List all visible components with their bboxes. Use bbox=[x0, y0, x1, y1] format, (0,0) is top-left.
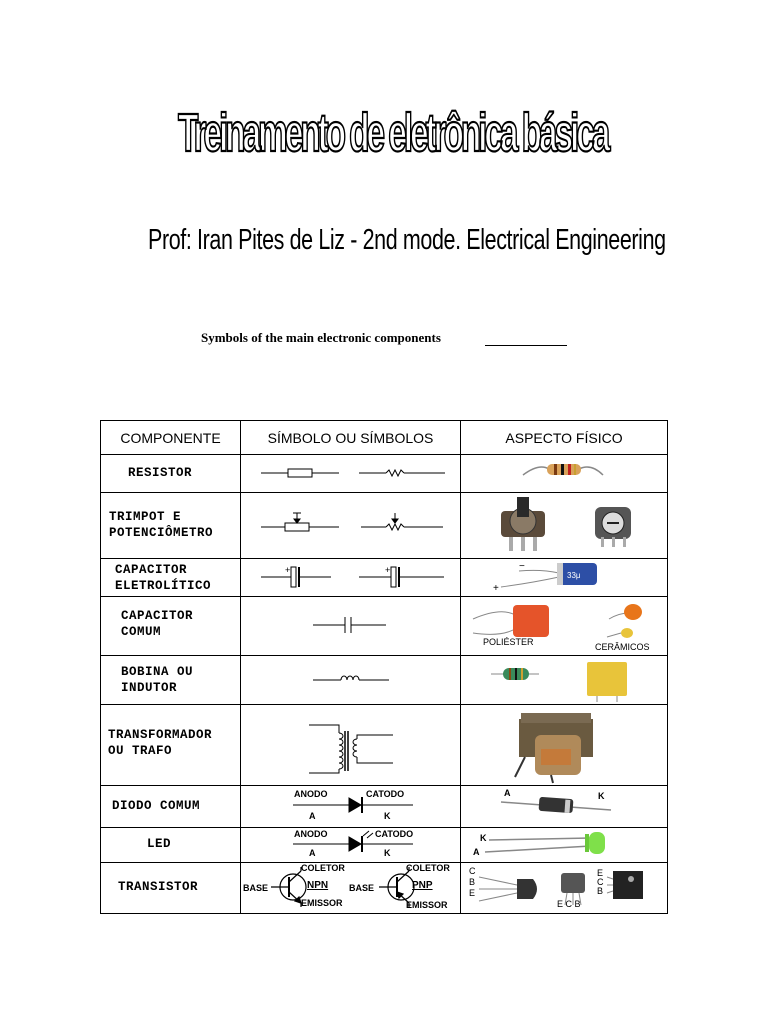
diode-symbol-icon bbox=[241, 786, 460, 827]
component-label: CAPACITOR ELETROLÍTICO bbox=[115, 563, 212, 593]
svg-text:−: − bbox=[519, 561, 525, 572]
npn-base-label: BASE bbox=[243, 883, 269, 893]
svg-text:+: + bbox=[385, 565, 391, 575]
diode-photo bbox=[461, 786, 667, 827]
header-simbolo: SÍMBOLO OU SÍMBOLOS bbox=[241, 421, 461, 455]
electrolytic-capacitor-symbol-icon bbox=[241, 559, 460, 596]
component-label: TRANSFORMADOR OU TRAFO bbox=[108, 728, 213, 758]
table-row bbox=[101, 705, 668, 786]
component-label: TRANSISTOR bbox=[118, 880, 199, 894]
pnp-type-label: PNP bbox=[412, 880, 433, 891]
diode-photo-k-label: K bbox=[598, 791, 605, 801]
table-row bbox=[101, 828, 668, 863]
header-aspecto: ASPECTO FÍSICO bbox=[461, 421, 668, 455]
section-heading-rule bbox=[485, 345, 567, 346]
table-row bbox=[101, 597, 668, 656]
component-label: RESISTOR bbox=[128, 466, 193, 480]
diode-a-label: A bbox=[309, 811, 316, 821]
transformer-symbol-icon bbox=[241, 705, 460, 785]
pin-e-label: E bbox=[597, 868, 604, 878]
transistor-pins-b: E C B bbox=[557, 899, 581, 909]
led-k-label: K bbox=[384, 848, 391, 858]
transformer-photo bbox=[461, 705, 667, 785]
pin-e-label: E bbox=[469, 888, 476, 898]
pnp-emissor-label: EMISSOR bbox=[406, 900, 448, 910]
header-componente: COMPONENTE bbox=[101, 421, 241, 455]
table-row bbox=[101, 656, 668, 705]
document-subtitle: Prof: Iran Pites de Liz - 2nd mode. Electrical Engineering bbox=[148, 224, 666, 256]
diode-photo-a-label: A bbox=[504, 788, 511, 798]
potentiometer-symbol-icon bbox=[241, 493, 460, 558]
transistor-pins-c bbox=[597, 869, 604, 896]
document-title: Treinamento de eletrônica básica bbox=[178, 103, 608, 163]
led-photo-a-label: A bbox=[473, 847, 480, 857]
led-photo bbox=[461, 828, 667, 862]
capacitor-caption-poliester: POLIÉSTER bbox=[483, 637, 534, 647]
pin-b-label: B bbox=[469, 877, 476, 887]
led-anodo-label: ANODO bbox=[294, 829, 328, 839]
components-table bbox=[100, 420, 668, 914]
potentiometer-photo bbox=[461, 493, 667, 558]
capacitor-symbol-icon bbox=[241, 597, 460, 655]
component-label: LED bbox=[147, 837, 172, 851]
svg-text:+: + bbox=[285, 565, 291, 575]
component-label: TRIMPOT E POTENCIÔMETRO bbox=[109, 510, 214, 540]
led-catodo-label: CATODO bbox=[375, 829, 414, 839]
diode-anodo-label: ANODO bbox=[294, 789, 328, 799]
npn-emissor-label: EMISSOR bbox=[301, 898, 343, 908]
inductor-photo bbox=[461, 656, 667, 704]
led-photo-k-label: K bbox=[480, 833, 487, 843]
inductor-symbol-icon bbox=[241, 656, 460, 704]
npn-type-label: NPN bbox=[307, 880, 329, 891]
component-label: DIODO COMUM bbox=[112, 799, 201, 813]
resistor-photo bbox=[461, 455, 667, 492]
pin-c-label: C bbox=[597, 877, 604, 887]
led-a-label: A bbox=[309, 848, 316, 858]
table-row bbox=[101, 455, 668, 493]
diode-k-label: K bbox=[384, 811, 391, 821]
svg-text:33μ: 33μ bbox=[567, 571, 581, 580]
npn-coletor-label: COLETOR bbox=[301, 863, 345, 873]
pnp-coletor-label: COLETOR bbox=[406, 863, 450, 873]
table-row bbox=[101, 863, 668, 914]
led-symbol-icon bbox=[241, 828, 460, 862]
section-heading: Symbols of the main electronic components bbox=[201, 330, 441, 345]
electrolytic-capacitor-photo bbox=[461, 559, 667, 596]
component-label: CAPACITOR COMUM bbox=[121, 609, 194, 639]
capacitor-caption-ceramicos: CERÂMICOS bbox=[595, 642, 650, 652]
diode-catodo-label: CATODO bbox=[366, 789, 405, 799]
svg-text:+: + bbox=[493, 583, 499, 594]
component-label: BOBINA OU INDUTOR bbox=[121, 665, 194, 695]
pin-b-label: B bbox=[597, 886, 604, 896]
table-row bbox=[101, 493, 668, 559]
table-row bbox=[101, 559, 668, 597]
table-row bbox=[101, 786, 668, 828]
transistor-pins-a bbox=[469, 866, 476, 899]
pnp-base-label: BASE bbox=[349, 883, 375, 893]
pin-c-label: C bbox=[469, 866, 476, 876]
table-header-row bbox=[101, 421, 668, 455]
resistor-symbol-icon bbox=[241, 455, 460, 492]
